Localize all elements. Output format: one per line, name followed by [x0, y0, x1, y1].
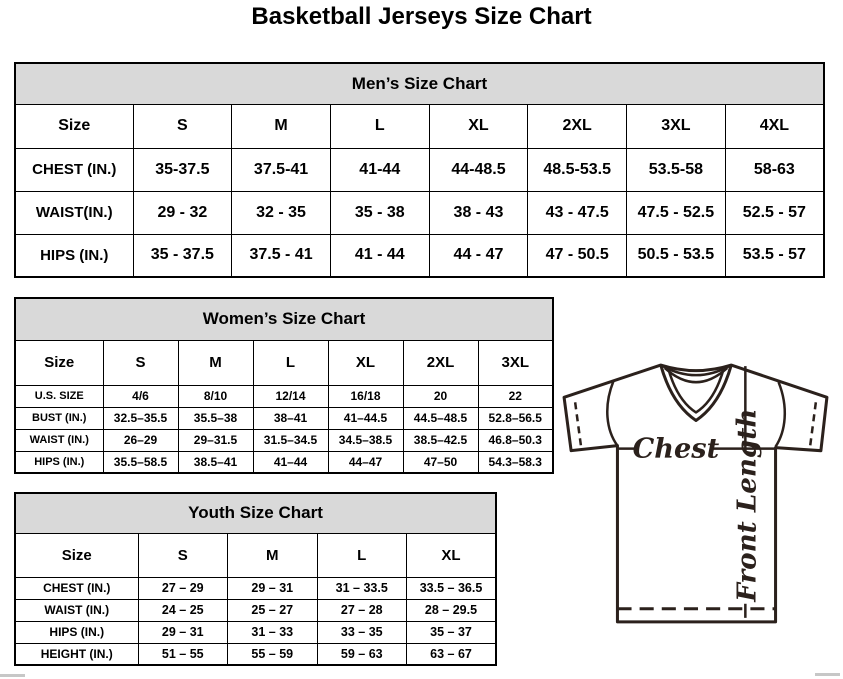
row-label: WAIST (IN.) — [15, 429, 103, 451]
cell: 24 – 25 — [138, 599, 228, 621]
horizontal-scrollbar-fragment-left[interactable] — [0, 674, 25, 677]
row-label: BUST (IN.) — [15, 407, 103, 429]
table-row — [15, 191, 824, 234]
table-header-row — [15, 340, 553, 385]
cell: 4/6 — [103, 385, 178, 407]
cell: 44-48.5 — [429, 148, 528, 191]
table-header-row — [15, 533, 496, 577]
column-header: L — [330, 104, 429, 148]
cell: 38.5–42.5 — [403, 429, 478, 451]
row-label: U.S. SIZE — [15, 385, 103, 407]
cell: 53.5 - 57 — [725, 234, 824, 277]
cell: 44 - 47 — [429, 234, 528, 277]
cell: 41–44 — [253, 451, 328, 473]
column-header: L — [317, 533, 407, 577]
cell: 35 - 38 — [330, 191, 429, 234]
column-header: Size — [15, 533, 138, 577]
table-row — [15, 429, 553, 451]
column-header: 2XL — [528, 104, 627, 148]
cell: 53.5-58 — [627, 148, 726, 191]
cell: 41–44.5 — [328, 407, 403, 429]
column-header: Size — [15, 340, 103, 385]
cell: 47.5 - 52.5 — [627, 191, 726, 234]
cell: 33 – 35 — [317, 621, 407, 643]
cell: 31.5–34.5 — [253, 429, 328, 451]
table-row — [15, 385, 553, 407]
cell: 31 – 33 — [228, 621, 318, 643]
cell: 32 - 35 — [232, 191, 331, 234]
cell: 46.8–50.3 — [478, 429, 553, 451]
cell: 20 — [403, 385, 478, 407]
womens-table-title: Women’s Size Chart — [15, 298, 553, 340]
cell: 52.8–56.5 — [478, 407, 553, 429]
mens-size-chart-table — [14, 62, 825, 278]
column-header: 3XL — [627, 104, 726, 148]
cell: 35 - 37.5 — [133, 234, 232, 277]
table-row — [15, 577, 496, 599]
youth-size-chart-table — [14, 492, 497, 666]
cell: 38.5–41 — [178, 451, 253, 473]
cell: 29 – 31 — [228, 577, 318, 599]
row-label: HIPS (IN.) — [15, 234, 133, 277]
column-header: XL — [429, 104, 528, 148]
table-row — [15, 407, 553, 429]
cell: 32.5–35.5 — [103, 407, 178, 429]
column-header: 4XL — [725, 104, 824, 148]
youth-table-title: Youth Size Chart — [15, 493, 496, 533]
cell: 26–29 — [103, 429, 178, 451]
jersey-measurement-diagram — [554, 360, 838, 632]
cell: 51 – 55 — [138, 643, 228, 665]
table-row — [15, 599, 496, 621]
front-length-label: Front Length — [731, 408, 763, 602]
cell: 47 - 50.5 — [528, 234, 627, 277]
column-header: 2XL — [403, 340, 478, 385]
cell: 44–47 — [328, 451, 403, 473]
cell: 44.5–48.5 — [403, 407, 478, 429]
horizontal-scrollbar-fragment-right[interactable] — [815, 673, 840, 676]
cell: 12/14 — [253, 385, 328, 407]
cell: 41 - 44 — [330, 234, 429, 277]
row-label: HIPS (IN.) — [15, 451, 103, 473]
cell: 59 – 63 — [317, 643, 407, 665]
cell: 22 — [478, 385, 553, 407]
table-title-row — [15, 298, 553, 340]
cell: 63 – 67 — [407, 643, 497, 665]
womens-size-chart-table — [14, 297, 554, 474]
cell: 37.5-41 — [232, 148, 331, 191]
row-label: WAIST(IN.) — [15, 191, 133, 234]
table-title-row — [15, 63, 824, 104]
row-label: HIPS (IN.) — [15, 621, 138, 643]
page-title: Basketball Jerseys Size Chart — [251, 3, 592, 30]
column-header: M — [178, 340, 253, 385]
cell: 55 – 59 — [228, 643, 318, 665]
cell: 38 - 43 — [429, 191, 528, 234]
cell: 35-37.5 — [133, 148, 232, 191]
cell: 38–41 — [253, 407, 328, 429]
cell: 8/10 — [178, 385, 253, 407]
jersey-outline — [564, 365, 827, 622]
cell: 29 - 32 — [133, 191, 232, 234]
column-header: 3XL — [478, 340, 553, 385]
cell: 31 – 33.5 — [317, 577, 407, 599]
column-header: L — [253, 340, 328, 385]
table-row — [15, 643, 496, 665]
cell: 29 – 31 — [138, 621, 228, 643]
column-header: S — [103, 340, 178, 385]
chest-label: Chest — [632, 432, 720, 465]
cell: 25 – 27 — [228, 599, 318, 621]
table-title-row — [15, 493, 496, 533]
cell: 54.3–58.3 — [478, 451, 553, 473]
cell: 35 – 37 — [407, 621, 497, 643]
column-header: Size — [15, 104, 133, 148]
cell: 50.5 - 53.5 — [627, 234, 726, 277]
cell: 27 – 29 — [138, 577, 228, 599]
table-row — [15, 148, 824, 191]
column-header: XL — [407, 533, 497, 577]
cell: 58-63 — [725, 148, 824, 191]
cell: 43 - 47.5 — [528, 191, 627, 234]
cell: 28 – 29.5 — [407, 599, 497, 621]
cell: 35.5–38 — [178, 407, 253, 429]
cell: 48.5-53.5 — [528, 148, 627, 191]
column-header: S — [133, 104, 232, 148]
cell: 16/18 — [328, 385, 403, 407]
cell: 29–31.5 — [178, 429, 253, 451]
row-label: CHEST (IN.) — [15, 577, 138, 599]
column-header: XL — [328, 340, 403, 385]
table-row — [15, 451, 553, 473]
column-header: S — [138, 533, 228, 577]
row-label: CHEST (IN.) — [15, 148, 133, 191]
table-row — [15, 234, 824, 277]
cell: 35.5–58.5 — [103, 451, 178, 473]
cell: 33.5 – 36.5 — [407, 577, 497, 599]
cell: 41-44 — [330, 148, 429, 191]
cell: 37.5 - 41 — [232, 234, 331, 277]
cell: 27 – 28 — [317, 599, 407, 621]
column-header: M — [232, 104, 331, 148]
table-header-row — [15, 104, 824, 148]
column-header: M — [228, 533, 318, 577]
row-label: HEIGHT (IN.) — [15, 643, 138, 665]
cell: 34.5–38.5 — [328, 429, 403, 451]
row-label: WAIST (IN.) — [15, 599, 138, 621]
mens-table-title: Men’s Size Chart — [15, 63, 824, 104]
cell: 47–50 — [403, 451, 478, 473]
table-row — [15, 621, 496, 643]
cell: 52.5 - 57 — [725, 191, 824, 234]
